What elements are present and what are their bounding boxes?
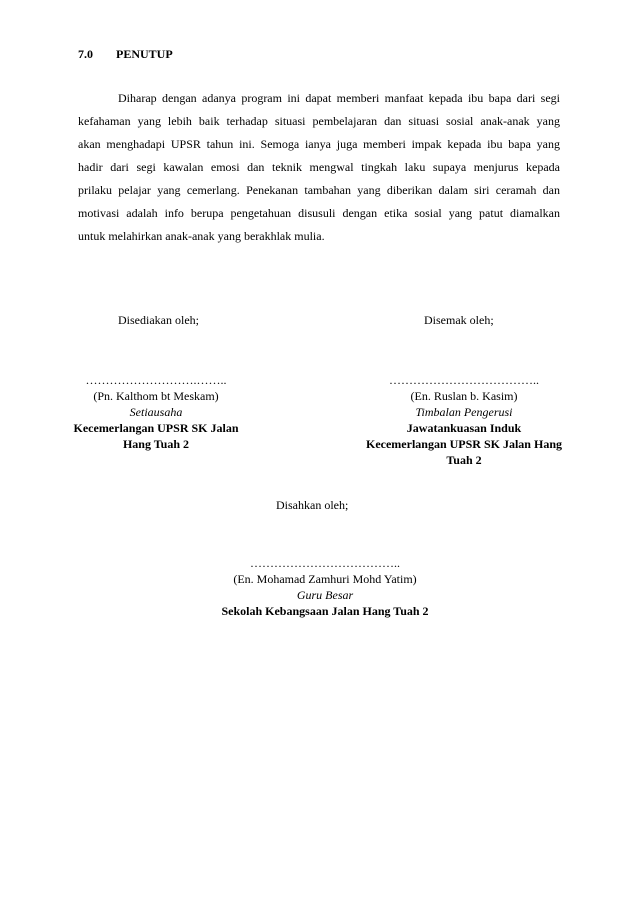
signatory-role: Setiausaha (129, 405, 183, 419)
paragraph-line: kefahaman yang lebih baik terhadap situasi pembelajaran dan situasi sosial anak-anak yang (78, 114, 560, 128)
paragraph-line: untuk melahirkan anak-anak yang berakhlak mulia. (78, 229, 325, 243)
signatory-name: (Pn. Kalthom bt Meskam) (93, 389, 219, 403)
signatory-role: Guru Besar (296, 588, 354, 602)
signatory-name: (En. Ruslan b. Kasim) (410, 389, 518, 403)
signatory-org: Kecemerlangan UPSR SK Jalan (73, 421, 239, 435)
signatory-org: Hang Tuah 2 (122, 437, 190, 451)
signatory-org: Jawatankuasan Induk (406, 421, 522, 435)
section-title: PENUTUP (116, 47, 173, 61)
signatory-org: Sekolah Kebangsaan Jalan Hang Tuah 2 (221, 604, 429, 618)
paragraph-line: akan menghadapi UPSR tahun ini. Semoga ianya juga memberi impak kepada ibu bapa yang (78, 137, 560, 151)
signatory-name: (En. Mohamad Zamhuri Mohd Yatim) (233, 572, 417, 586)
paragraph-line: prilaku pelajar yang cemerlang. Penekanan tambahan yang diberikan dalam siri ceramah dan (78, 183, 560, 197)
prepared-signature-block (56, 372, 256, 452)
signatory-org: Kecemerlangan UPSR SK Jalan Hang (365, 437, 562, 451)
paragraph-line: motivasi adalah info berupa pengetahuan disusuli dengan etika sosial yang patut diamalkan (78, 206, 560, 220)
signatory-role: Timbalan Pengerusi (415, 405, 513, 419)
approved-signature-block (180, 555, 470, 619)
paragraph-line: hadir dari segi kawalan emosi dan teknik mengwal tingkah laku supaya menjurus kepada (78, 160, 560, 174)
signature-line: ……………………………….. (389, 373, 539, 387)
approved-by-label: Disahkan oleh; (276, 498, 349, 512)
reviewed-signature-block (346, 372, 582, 468)
reviewed-by-label: Disemak oleh; (424, 313, 494, 327)
section-number: 7.0 (78, 47, 93, 61)
signatory-org: Tuah 2 (446, 453, 482, 467)
signature-line: ……………………….…….. (85, 373, 227, 387)
paragraph-line: Diharap dengan adanya program ini dapat memberi manfaat kepada ibu bapa dari segi (118, 91, 560, 105)
prepared-by-label: Disediakan oleh; (118, 313, 199, 327)
signature-line: ……………………………….. (250, 556, 400, 570)
